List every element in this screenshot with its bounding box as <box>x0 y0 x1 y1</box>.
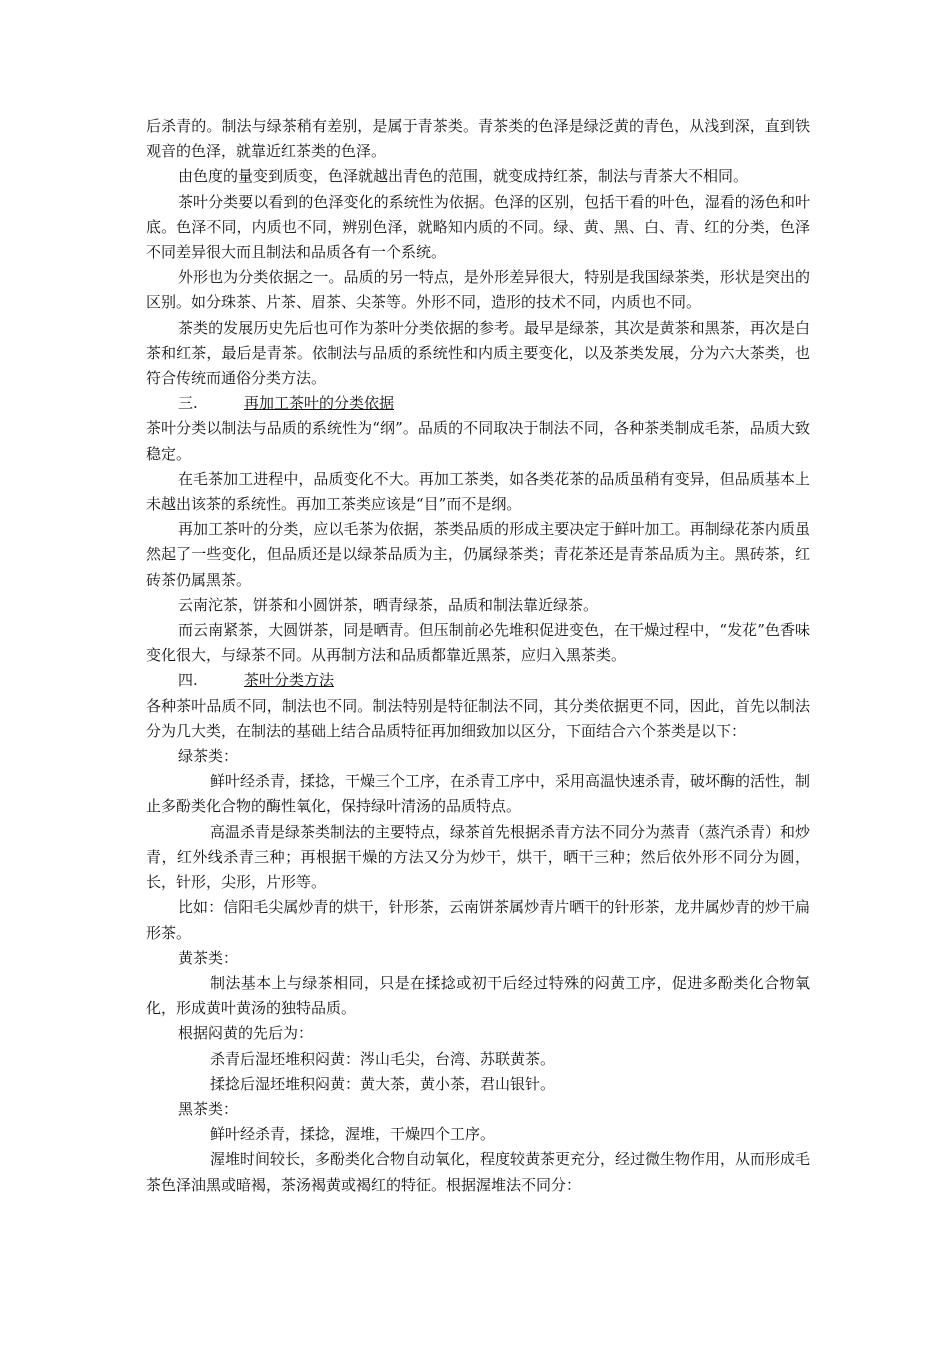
section-heading <box>146 391 810 416</box>
section-title: 再加工茶叶的分类依据 <box>244 394 395 413</box>
body-paragraph: 茶叶分类以制法与品质的系统性为“纲”。品质的不同取决于制法不同，各种茶类制成毛茶，品质大致稳定。 <box>146 419 810 463</box>
body-paragraph: 茶叶分类要以看到的色泽变化的系统性为依据。色泽的区别，包括干看的叶色，湿看的汤色和叶底。色泽不同，内质也不同，辨别色泽，就略知内质的不同。绿、黄、黑、白、青、红的分类，色泽不同差异很大而且制法和品质各有一个系统。 <box>146 192 810 262</box>
body-paragraph: 高温杀青是绿茶类制法的主要特点，绿茶首先根据杀青方法不同分为蒸青（蒸汽杀青）和炒青，红外线杀青三种；再根据干燥的方法又分为炒干，烘干，晒干三种；然后依外形不同分为圆，长，针形，尖形，片形等。 <box>146 822 811 892</box>
body-paragraph: 渥堆时间较长，多酚类化合物自动氧化，程度较黄茶更充分，经过微生物作用，从而形成毛茶色泽油黑或暗褐，茶汤褐黄或褐红的特征。根据渥堆法不同分： <box>146 1150 811 1194</box>
body-paragraph: 外形也为分类依据之一。品质的另一特点，是外形差异很大，特别是我国绿茶类，形状是突出的区别。如分珠茶、片茶、眉茶、尖茶等。外形不同，造形的技术不同，内质也不同。 <box>146 268 810 312</box>
body-paragraph: 鲜叶经杀青，揉捻，干燥三个工序，在杀青工序中，采用高温快速杀青，破坏酶的活性，制止多酚类化合物的酶性氧化，保持绿叶清汤的品质特点。 <box>146 772 811 816</box>
body-paragraph: 再加工茶叶的分类，应以毛茶为依据，茶类品质的形成主要决定于鲜叶加工。再制绿花茶内质虽然起了一些变化，但品质还是以绿茶品质为主，仍属绿茶类；青花茶还是青茶品质为主。黑砖茶，红砖茶仍属黑茶。 <box>146 520 810 589</box>
body-paragraph: 而云南紧茶，大圆饼茶，同是晒青。但压制前必先堆积促进变色，在干燥过程中，“发花”色香味变化很大，与绿茶不同。从再制方法和品质都靠近黑茶，应归入黑茶类。 <box>146 621 810 665</box>
section-heading <box>146 668 810 693</box>
document-page <box>146 114 810 1198</box>
body-paragraph: 茶类的发展历史先后也可作为茶叶分类依据的参考。最早是绿茶，其次是黄茶和黑茶，再次是白茶和红茶，最后是青茶。依制法与品质的系统性和内质主要变化，以及茶类发展，分为六大茶类，也符合传统而通俗分类方法。 <box>146 318 810 388</box>
body-paragraph: 在毛茶加工进程中，品质变化不大。再加工茶类，如各类花茶的品质虽稍有变异，但品质基本上未越出该茶的系统性。再加工茶类应该是“目”而不是纲。 <box>146 469 810 514</box>
body-paragraph: 绿茶类： <box>178 747 239 766</box>
body-paragraph: 黑茶类： <box>178 1099 239 1118</box>
body-paragraph: 揉捻后湿坯堆积闷黄：黄大茶，黄小茶，君山银针。 <box>210 1074 556 1093</box>
section-number: 四. <box>178 671 198 690</box>
body-paragraph: 根据闷黄的先后为： <box>178 1024 314 1043</box>
body-paragraph: 制法基本上与绿茶相同，只是在揉捻或初干后经过特殊的闷黄工序，促进多酚类化合物氧化，形成黄叶黄汤的独特品质。 <box>146 973 810 1018</box>
body-paragraph: 由色度的量变到质变，色泽就越出青色的范围，就变成持红茶，制法与青茶大不相同。 <box>178 167 749 186</box>
body-paragraph: 各种茶叶品质不同，制法也不同。制法特别是特征制法不同，其分类依据更不同，因此，首先以制法分为几大类，在制法的基础上结合品质特征再加细致加以区分，下面结合六个茶类是以下： <box>146 696 810 740</box>
body-paragraph: 云南沱茶，饼茶和小圆饼茶，晒青绿茶，品质和制法靠近绿茶。 <box>178 595 599 614</box>
body-paragraph: 杀青后湿坯堆积闷黄：涔山毛尖，台湾、苏联黄茶。 <box>210 1049 556 1068</box>
body-paragraph: 黄茶类： <box>178 948 239 967</box>
body-paragraph: 比如：信阳毛尖属炒青的烘干，针形茶，云南饼茶属炒青片晒干的针形茶，龙井属炒青的炒干扁形茶。 <box>146 898 810 942</box>
section-number: 三. <box>178 394 198 413</box>
body-paragraph: 后杀青的。制法与绿茶稍有差别，是属于青茶类。青茶类的色泽是绿泛黄的青色，从浅到深，直到铁观音的色泽，就靠近红茶类的色泽。 <box>146 117 810 161</box>
body-paragraph: 鲜叶经杀青，揉捻，渥堆，干燥四个工序。 <box>210 1125 496 1144</box>
section-title: 茶叶分类方法 <box>244 671 335 690</box>
